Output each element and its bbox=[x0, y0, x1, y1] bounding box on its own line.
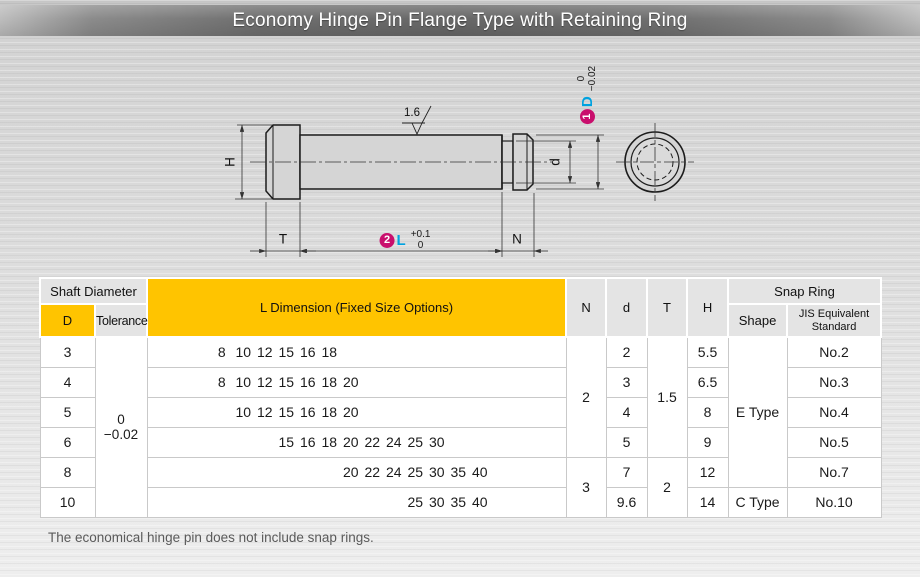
title-banner bbox=[0, 5, 920, 36]
h-value: 14 bbox=[687, 487, 728, 517]
d-value: 2 bbox=[606, 337, 647, 367]
header-shaft-diameter: Shaft Diameter bbox=[40, 278, 147, 304]
l-option: 16 bbox=[300, 344, 316, 361]
d-value: 4 bbox=[606, 397, 647, 427]
l-option: 12 bbox=[257, 404, 273, 420]
t-value: 2 bbox=[647, 457, 687, 517]
l-option: 25 bbox=[407, 434, 424, 450]
h-value: 6.5 bbox=[687, 367, 728, 397]
l-option: 18 bbox=[321, 344, 338, 361]
tol-top: 0 bbox=[576, 75, 587, 82]
jis-value: No.5 bbox=[787, 427, 881, 457]
pin-end-view bbox=[616, 123, 694, 201]
callout-l-tolerance bbox=[411, 229, 431, 251]
l-option: 30 bbox=[429, 434, 445, 450]
l-options-cell bbox=[147, 397, 566, 427]
l-option: 20 bbox=[343, 374, 359, 390]
l-options-cell bbox=[147, 487, 566, 517]
l-option: 30 bbox=[429, 494, 445, 510]
jis-value: No.4 bbox=[787, 397, 881, 427]
header-snap-ring: Snap Ring bbox=[728, 278, 881, 304]
d-value: 3 bbox=[606, 367, 647, 397]
header-d: D bbox=[40, 304, 95, 337]
dim-label-h: H bbox=[222, 157, 238, 167]
l-options-cell bbox=[147, 457, 566, 487]
header-shape: Shape bbox=[728, 304, 787, 337]
callout-1-icon: 1 bbox=[580, 109, 595, 124]
l-option: 15 bbox=[278, 434, 295, 450]
d-value: 7 bbox=[606, 457, 647, 487]
h-value: 12 bbox=[687, 457, 728, 487]
l-option: 40 bbox=[472, 464, 488, 480]
l-option: 16 bbox=[300, 404, 316, 420]
l-option: 15 bbox=[278, 374, 295, 390]
shaft-diameter-value: 8 bbox=[40, 457, 95, 487]
l-option: 10 bbox=[235, 344, 252, 361]
l-option: 12 bbox=[257, 374, 273, 390]
l-option: 20 bbox=[343, 464, 359, 480]
dim-label-t: T bbox=[278, 231, 288, 247]
technical-drawing bbox=[0, 40, 920, 270]
header-d-small: d bbox=[606, 278, 647, 337]
n-value: 2 bbox=[566, 337, 606, 457]
tolerance-value: 0 −0.02 bbox=[95, 337, 147, 517]
header-jis: JIS Equivalent Standard bbox=[787, 304, 881, 337]
header-t: T bbox=[647, 278, 687, 337]
l-option: 10 bbox=[235, 374, 252, 390]
shaft-diameter-value: 10 bbox=[40, 487, 95, 517]
callout-shaft-diameter bbox=[576, 66, 598, 124]
callout-2-icon: 2 bbox=[380, 233, 395, 248]
l-option: 35 bbox=[450, 464, 467, 480]
l-option: 20 bbox=[343, 434, 359, 450]
n-value: 3 bbox=[566, 457, 606, 517]
header-n: N bbox=[566, 278, 606, 337]
h-value: 9 bbox=[687, 427, 728, 457]
l-option: 12 bbox=[257, 344, 273, 361]
callout-d-letter: D bbox=[578, 96, 596, 108]
shaft-diameter-value: 5 bbox=[40, 397, 95, 427]
shaft-diameter-value: 6 bbox=[40, 427, 95, 457]
l-option: 16 bbox=[300, 434, 316, 450]
l-options-cell bbox=[147, 427, 566, 457]
dim-label-d-small: d bbox=[547, 158, 563, 166]
shaft-diameter-value: 4 bbox=[40, 367, 95, 397]
l-option: 18 bbox=[321, 434, 338, 450]
header-l-dimension: L Dimension (Fixed Size Options) bbox=[147, 278, 566, 337]
l-option: 35 bbox=[450, 494, 467, 510]
spec-table-body bbox=[40, 337, 881, 517]
page-title: Economy Hinge Pin Flange Type with Retaining Ring bbox=[232, 9, 688, 31]
callout-l-letter: L bbox=[396, 231, 406, 249]
header-h: H bbox=[687, 278, 728, 337]
jis-value: No.10 bbox=[787, 487, 881, 517]
h-value: 8 bbox=[687, 397, 728, 427]
l-option: 18 bbox=[321, 404, 338, 420]
l-option: 18 bbox=[321, 374, 338, 390]
l-option: 20 bbox=[343, 404, 359, 420]
tol-top: +0.1 bbox=[410, 229, 431, 240]
l-option: 15 bbox=[278, 404, 295, 420]
l-options-cell bbox=[147, 337, 566, 367]
h-value: 5.5 bbox=[687, 337, 728, 367]
l-option: 22 bbox=[364, 434, 381, 450]
l-option: 25 bbox=[407, 494, 424, 510]
table-row bbox=[40, 487, 881, 517]
header-tolerance: Tolerance bbox=[95, 304, 147, 337]
l-option: 24 bbox=[386, 464, 402, 480]
l-option: 22 bbox=[364, 464, 381, 480]
jis-value: No.7 bbox=[787, 457, 881, 487]
shape-value: C Type bbox=[728, 487, 787, 517]
dim-label-n: N bbox=[512, 231, 522, 247]
l-option: 16 bbox=[300, 374, 316, 390]
surface-roughness-value: 1.6 bbox=[404, 107, 420, 119]
callout-length bbox=[380, 229, 431, 251]
spec-table bbox=[39, 277, 882, 518]
t-value: 1.5 bbox=[647, 337, 687, 457]
shape-value: E Type bbox=[728, 337, 787, 487]
d-value: 5 bbox=[606, 427, 647, 457]
d-value: 9.6 bbox=[606, 487, 647, 517]
l-options-cell bbox=[147, 367, 566, 397]
l-option: 8 bbox=[217, 374, 226, 390]
l-option: 40 bbox=[472, 494, 488, 510]
l-option: 15 bbox=[278, 344, 295, 361]
shaft-diameter-value: 3 bbox=[40, 337, 95, 367]
jis-value: No.2 bbox=[787, 337, 881, 367]
tol-bottom: −0.02 bbox=[587, 65, 598, 92]
l-option: 10 bbox=[235, 404, 252, 420]
jis-value: No.3 bbox=[787, 367, 881, 397]
l-option: 8 bbox=[217, 344, 226, 361]
tol-bottom: 0 bbox=[417, 240, 424, 251]
l-option: 24 bbox=[386, 434, 402, 450]
l-option: 30 bbox=[429, 464, 445, 480]
l-option: 25 bbox=[407, 464, 424, 480]
callout-d-tolerance bbox=[576, 66, 598, 91]
table-row bbox=[40, 337, 881, 367]
footnote: The economical hinge pin does not include snap rings. bbox=[48, 530, 374, 545]
